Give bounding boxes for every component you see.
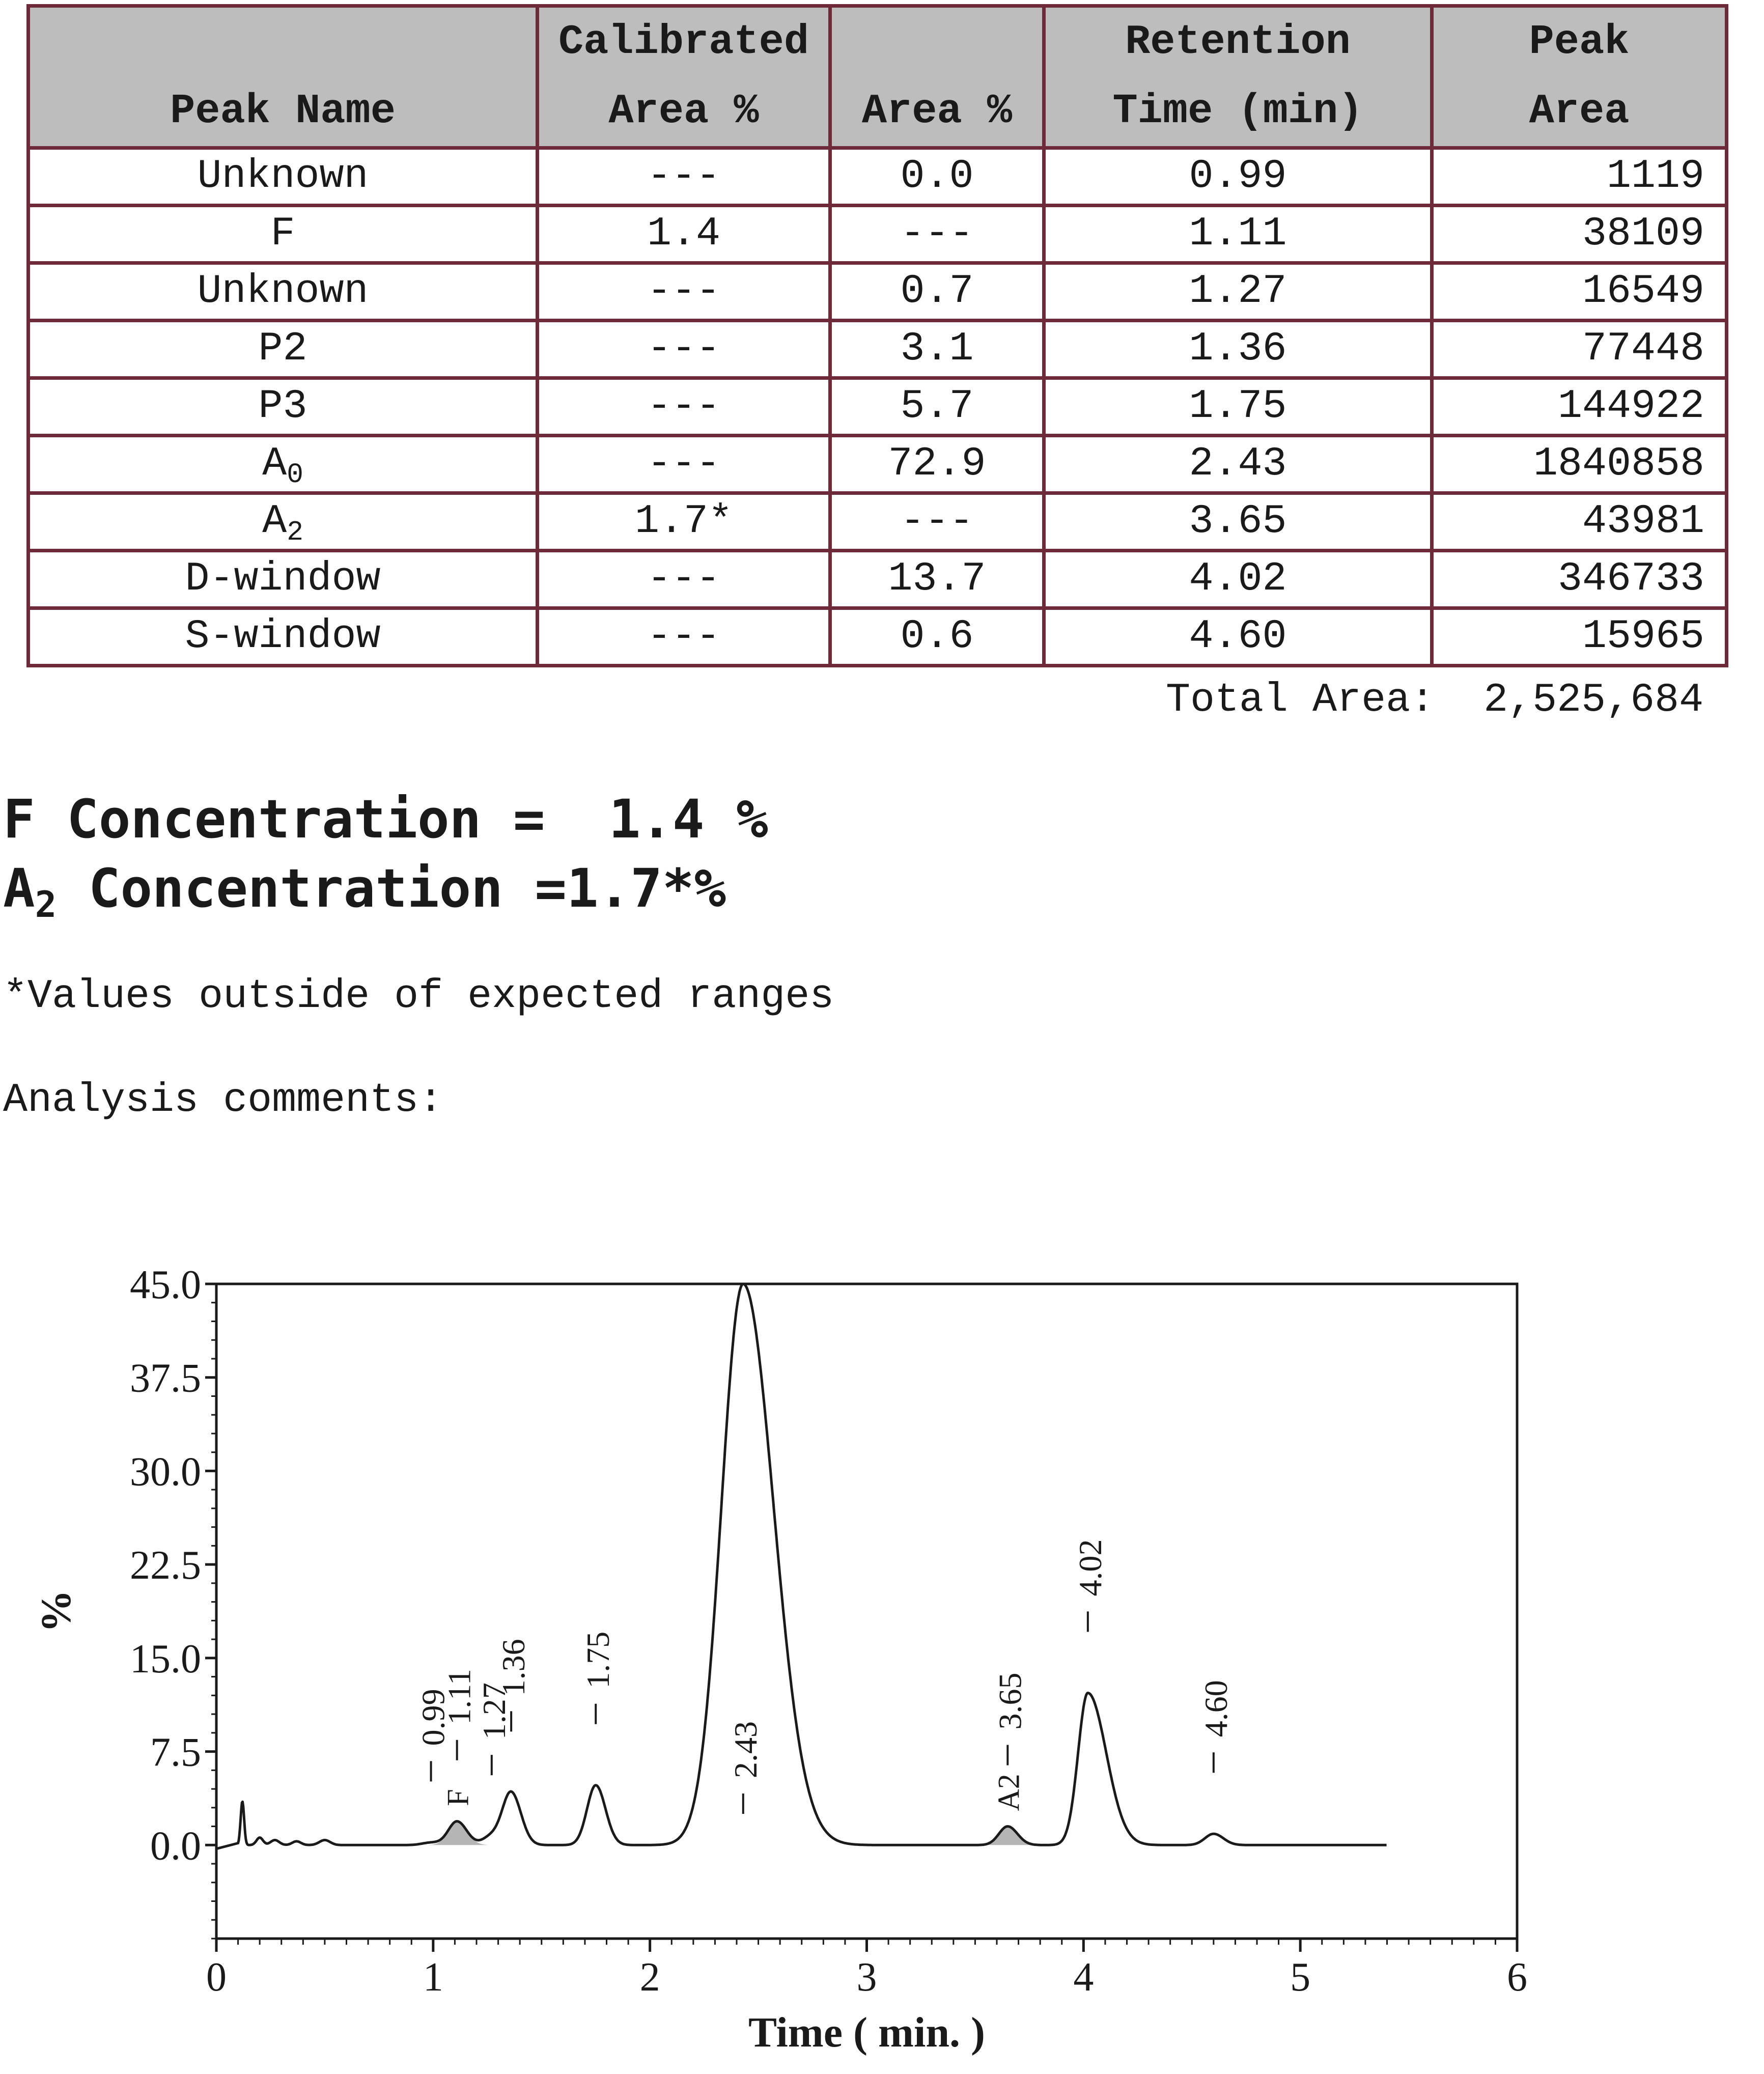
footnote: *Values outside of expected ranges — [3, 973, 834, 1020]
peak-rt-label: 3.65 — [992, 1672, 1028, 1730]
cell-peak-area: 346733 — [1432, 551, 1727, 608]
table-row — [29, 608, 1727, 666]
cell-area-percent: 3.1 — [830, 321, 1044, 378]
peak-table — [26, 4, 1728, 667]
cell-calibrated-area: 1.7* — [538, 493, 830, 551]
f-concentration — [3, 788, 768, 850]
table-row — [29, 206, 1727, 263]
cell-peak-name: Unknown — [29, 148, 538, 206]
table-row — [29, 551, 1727, 608]
y-tick-label: 0.0 — [150, 1824, 201, 1869]
cell-peak-area: 15965 — [1432, 608, 1727, 666]
cell-peak-area: 38109 — [1432, 206, 1727, 263]
cell-peak-area: 16549 — [1432, 263, 1727, 321]
cell-peak-name: $A_2$ — [29, 493, 538, 551]
peak-table-header — [29, 6, 1727, 148]
cell-peak-name: S-window — [29, 608, 538, 666]
cell-area-percent: 13.7 — [830, 551, 1044, 608]
cell-peak-area: 43981 — [1432, 493, 1727, 551]
cell-peak-name: D-window — [29, 551, 538, 608]
table-row — [29, 148, 1727, 206]
cell-retention-time: 0.99 — [1044, 148, 1432, 206]
peak-name-label: F — [441, 1789, 475, 1806]
cell-calibrated-area: --- — [538, 608, 830, 666]
y-tick-label: 22.5 — [130, 1543, 201, 1588]
header-peak-area: Peak Area — [1432, 6, 1727, 148]
y-tick-label: 15.0 — [130, 1636, 201, 1681]
f-concentration-name: F — [3, 788, 35, 850]
x-tick-label: 5 — [1290, 1955, 1311, 2000]
peak-rt-label: 4.60 — [1197, 1680, 1234, 1737]
x-axis-label: Time ( min. ) — [748, 2009, 986, 2056]
x-tick-label: 2 — [639, 1955, 660, 2000]
table-row — [29, 493, 1727, 551]
x-tick-label: 6 — [1507, 1955, 1527, 2000]
peak-rt-label: 4.02 — [1072, 1539, 1108, 1596]
chromatogram-chart — [0, 1242, 1764, 2074]
cell-retention-time: 1.11 — [1044, 206, 1432, 263]
a2-concentration-name: A — [3, 857, 35, 919]
table-row — [29, 378, 1727, 436]
cell-calibrated-area: --- — [538, 321, 830, 378]
cell-peak-area: 1840858 — [1432, 436, 1727, 493]
cell-area-percent: 5.7 — [830, 378, 1044, 436]
y-tick-label: 37.5 — [130, 1356, 201, 1401]
cell-calibrated-area: --- — [538, 436, 830, 493]
peak-rt-label: 1.11 — [441, 1669, 478, 1725]
y-axis-label: % — [33, 1590, 80, 1633]
header-peak-name: Peak Name — [29, 6, 538, 148]
cell-retention-time: 4.60 — [1044, 608, 1432, 666]
plot-frame — [216, 1284, 1517, 1939]
cell-peak-name: Unknown — [29, 263, 538, 321]
peak-name-label: A2 — [992, 1774, 1026, 1811]
f-concentration-label: Concentration = — [67, 788, 545, 850]
f-concentration-unit: % — [736, 788, 768, 850]
peak-rt-label: 2.43 — [727, 1721, 764, 1779]
y-tick-label: 7.5 — [150, 1730, 201, 1775]
cell-calibrated-area: 1.4 — [538, 206, 830, 263]
cell-area-percent: --- — [830, 493, 1044, 551]
cell-calibrated-area: --- — [538, 263, 830, 321]
f-concentration-value: 1.4 — [608, 788, 705, 850]
cell-area-percent: 0.6 — [830, 608, 1044, 666]
y-tick-label: 30.0 — [130, 1449, 201, 1495]
cell-calibrated-area: --- — [538, 148, 830, 206]
cell-area-percent: 0.7 — [830, 263, 1044, 321]
x-tick-label: 3 — [856, 1955, 877, 2000]
cell-peak-name: $A_0$ — [29, 436, 538, 493]
peak-rt-label: 1.75 — [580, 1631, 617, 1689]
cell-peak-name: P2 — [29, 321, 538, 378]
a2-concentration-unit: % — [694, 857, 726, 919]
table-row — [29, 436, 1727, 493]
x-tick-label: 1 — [423, 1955, 443, 2000]
a2-concentration — [3, 857, 726, 926]
peak-rt-label: 1.27 — [475, 1683, 512, 1740]
x-tick-label: 0 — [206, 1955, 227, 2000]
cell-retention-time: 3.65 — [1044, 493, 1432, 551]
table-row — [29, 321, 1727, 378]
total-area-label: Total Area: — [1166, 677, 1435, 723]
cell-area-percent: 72.9 — [830, 436, 1044, 493]
cell-peak-area: 77448 — [1432, 321, 1727, 378]
total-area-value: 2,525,684 — [1483, 677, 1704, 723]
table-row — [29, 263, 1727, 321]
cell-retention-time: 1.75 — [1044, 378, 1432, 436]
cell-area-percent: 0.0 — [830, 148, 1044, 206]
x-tick-label: 4 — [1073, 1955, 1094, 2000]
cell-peak-area: 1119 — [1432, 148, 1727, 206]
peak-rt-label: 1.36 — [495, 1639, 532, 1696]
peak-rt-label: 0.99 — [415, 1689, 452, 1746]
cell-retention-time: 2.43 — [1044, 436, 1432, 493]
cell-peak-area: 144922 — [1432, 378, 1727, 436]
chromatogram-trace — [216, 1284, 1387, 1849]
cell-calibrated-area: --- — [538, 551, 830, 608]
cell-calibrated-area: --- — [538, 378, 830, 436]
peak-table-body — [29, 148, 1727, 666]
header-calibrated-area: Calibrated Area % — [538, 6, 830, 148]
a2-concentration-label: Concentration = — [88, 857, 567, 919]
header-area-percent: Area % — [830, 6, 1044, 148]
analysis-comments-label: Analysis comments: — [3, 1077, 443, 1124]
header-retention-time: Retention Time (min) — [1044, 6, 1432, 148]
total-area — [1166, 677, 1703, 723]
cell-retention-time: 4.02 — [1044, 551, 1432, 608]
a2-concentration-sub: 2 — [35, 883, 57, 926]
y-tick-label: 45.0 — [130, 1263, 201, 1307]
cell-peak-name: P3 — [29, 378, 538, 436]
cell-peak-name: F — [29, 206, 538, 263]
a2-concentration-value: 1.7* — [567, 857, 694, 919]
cell-retention-time: 1.27 — [1044, 263, 1432, 321]
cell-area-percent: --- — [830, 206, 1044, 263]
cell-retention-time: 1.36 — [1044, 321, 1432, 378]
